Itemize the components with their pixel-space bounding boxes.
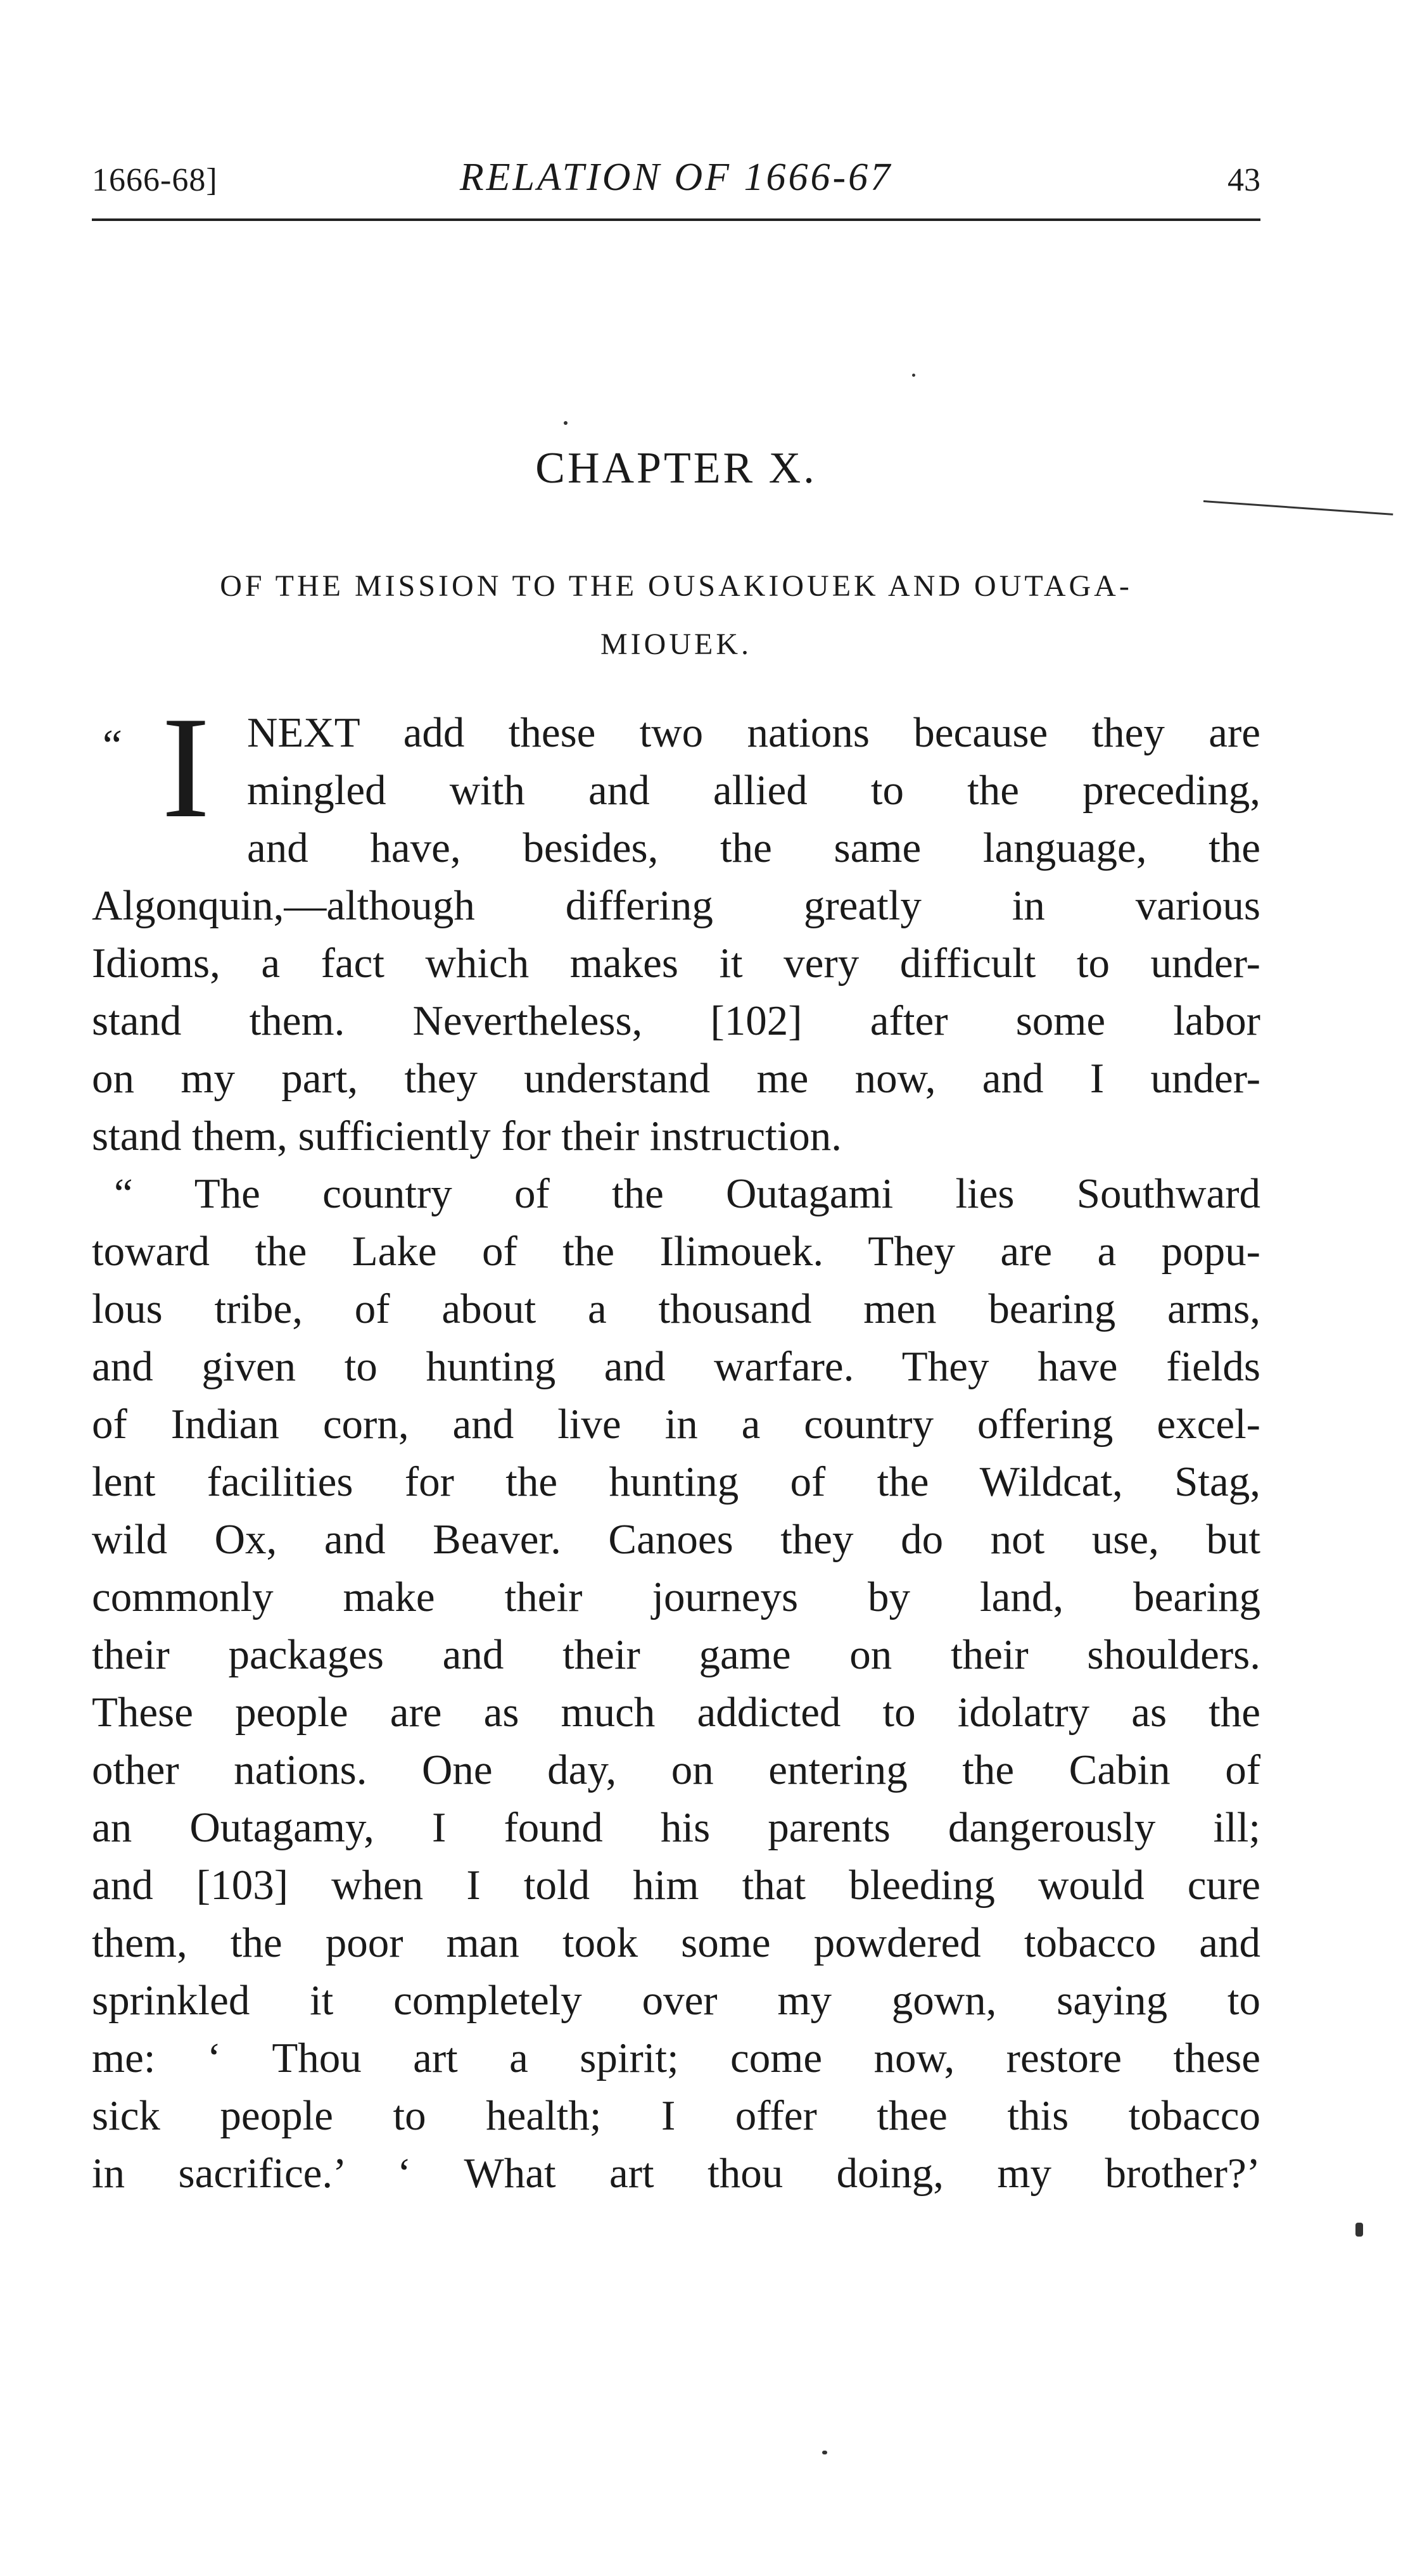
text-line: other nations. One day, on entering the Cabin of (92, 1746, 1260, 1793)
drop-cap-letter: I (162, 686, 210, 848)
running-head-title: RELATION OF 1666-67 (459, 156, 893, 199)
text-line: of Indian corn, and live in a country offering excel- (92, 1401, 1260, 1448)
text-line: on my part, they understand me now, and I under- (92, 1055, 1260, 1102)
text-line: Idioms, a fact which makes it very difficult to under- (92, 940, 1260, 987)
chapter-subtitle-line-2: MIOUEK. (600, 628, 752, 661)
text-line: sick people to health; I offer thee this tobacco (92, 2092, 1260, 2139)
page-number: 43 (1228, 162, 1260, 198)
header-rule (92, 218, 1260, 221)
drop-cap (92, 686, 247, 848)
text-line: stand them, sufficiently for their instruction. (92, 1113, 842, 1159)
text-line: lous tribe, of about a thousand men bearing arms, (92, 1285, 1260, 1332)
body-text (92, 686, 1260, 2202)
text-line: me: ‘ Thou art a spirit; come now, restore these (92, 2035, 1260, 2081)
text-line: NEXT add these two nations because they are (247, 709, 1260, 756)
text-line: them, the poor man took some powdered tobacco and (92, 1919, 1260, 1966)
scan-speck (564, 421, 568, 425)
scan-speck (1355, 2223, 1363, 2237)
running-head (92, 155, 1260, 212)
scan-speck (822, 2451, 827, 2454)
text-line: These people are as much addicted to idolatry as the (92, 1689, 1260, 1736)
text-line: and given to hunting and warfare. They have fields (92, 1343, 1260, 1390)
drop-cap-quote: “ (98, 721, 123, 770)
scan-speck (912, 374, 915, 377)
chapter-subtitle (92, 557, 1260, 674)
text-line: lent facilities for the hunting of the Wildcat, Stag, (92, 1458, 1260, 1505)
running-head-date-range: 1666-68] (92, 162, 218, 198)
text-line: toward the Lake of the Ilimouek. They are a popu- (92, 1228, 1260, 1275)
text-line: “ The country of the Outagami lies Southward (114, 1170, 1260, 1217)
scan-stray-line (1203, 500, 1393, 515)
text-line: and have, besides, the same language, the (247, 824, 1260, 871)
text-line: in sacrifice.’ ‘ What art thou doing, my brother?’ (92, 2150, 1260, 2197)
chapter-title: CHAPTER X. (535, 444, 817, 493)
text-line: Algonquin,—although differing greatly in various (92, 882, 1260, 929)
text-line: an Outagamy, I found his parents dangerously ill; (92, 1804, 1260, 1851)
text-line: their packages and their game on their shoulders. (92, 1631, 1260, 1678)
chapter-subtitle-line-1: OF THE MISSION TO THE OUSAKIOUEK AND OUTAGA- (220, 569, 1133, 603)
text-line: wild Ox, and Beaver. Canoes they do not use, but (92, 1516, 1260, 1563)
text-line: mingled with and allied to the preceding, (247, 767, 1260, 814)
text-line: and [103] when I told him that bleeding would cure (92, 1862, 1260, 1909)
text-line: stand them. Nevertheless, [102] after some labor (92, 997, 1260, 1044)
text-line: sprinkled it completely over my gown, saying to (92, 1977, 1260, 2024)
text-line: commonly make their journeys by land, bearing (92, 1574, 1260, 1620)
